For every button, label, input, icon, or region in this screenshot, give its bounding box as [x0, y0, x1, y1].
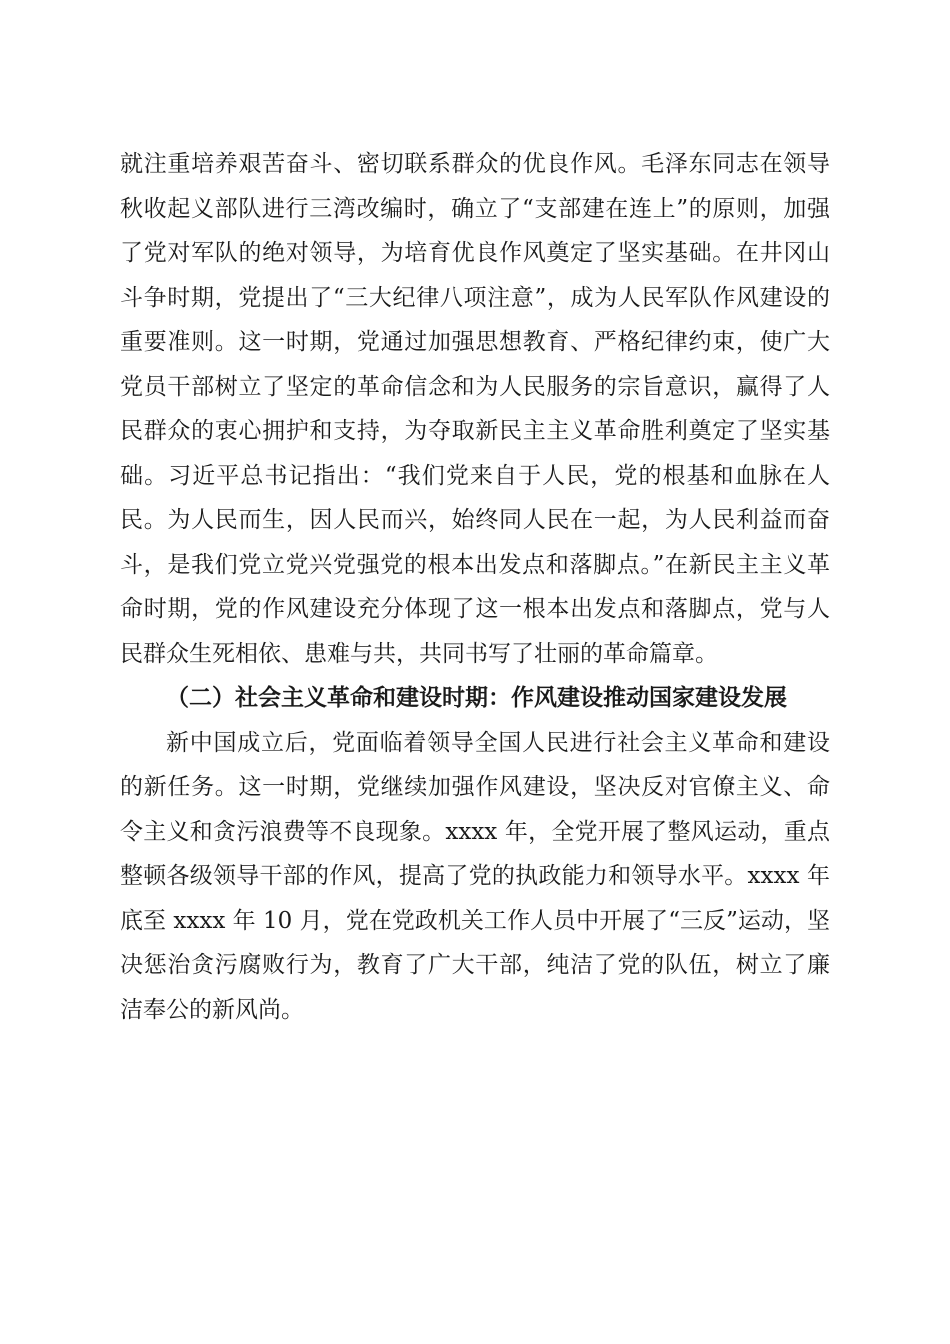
section-heading: （二）社会主义革命和建设时期：作风建设推动国家建设发展	[166, 684, 787, 711]
paragraph-continuation: 就注重培养艰苦奋斗、密切联系群众的优良作风。毛泽东同志在领导秋收起义部队进行三湾改编时，确立了“支部建在连上”的原则，加强了党对军队的绝对领导，为培育优良作风奠定了坚实基础。在井冈山斗争时期，党提出了“三大纪律八项注意”，成为人民军队作风建设的重要准则。这一时期，党通过加强思想教育、严格纪律约束，使广大党员干部树立了坚定的革命信念和为人民服务的宗旨意识，赢得了人民群众的衷心拥护和支持，为夺取新民主主义革命胜利奠定了坚实基础。习近平总书记指出：“我们党来自于人民，党的根基和血脉在人民。为人民而生，因人民而兴，始终同人民在一起，为人民利益而奋斗，是我们党立党兴党强党的根本出发点和落脚点。”在新民主主义革命时期，党的作风建设充分体现了这一根本出发点和落脚点，党与人民群众生死相依、患难与共，共同书写了壮丽的革命篇章。	[120, 151, 830, 667]
document-body	[120, 142, 830, 1032]
paragraph-body: 新中国成立后，党面临着领导全国人民进行社会主义革命和建设的新任务。这一时期，党继续加强作风建设，坚决反对官僚主义、命令主义和贪污浪费等不良现象。xxxx 年，全党开展了整风运动，重点整顿各级领导干部的作风，提高了党的执政能力和领导水平。xxxx 年底至 xxxx 年 10 月，党在党政机关工作人员中开展了“三反”运动，坚决惩治贪污腐败行为，教育了广大干部，纯洁了党的队伍，树立了廉洁奉公的新风尚。	[120, 729, 830, 1023]
